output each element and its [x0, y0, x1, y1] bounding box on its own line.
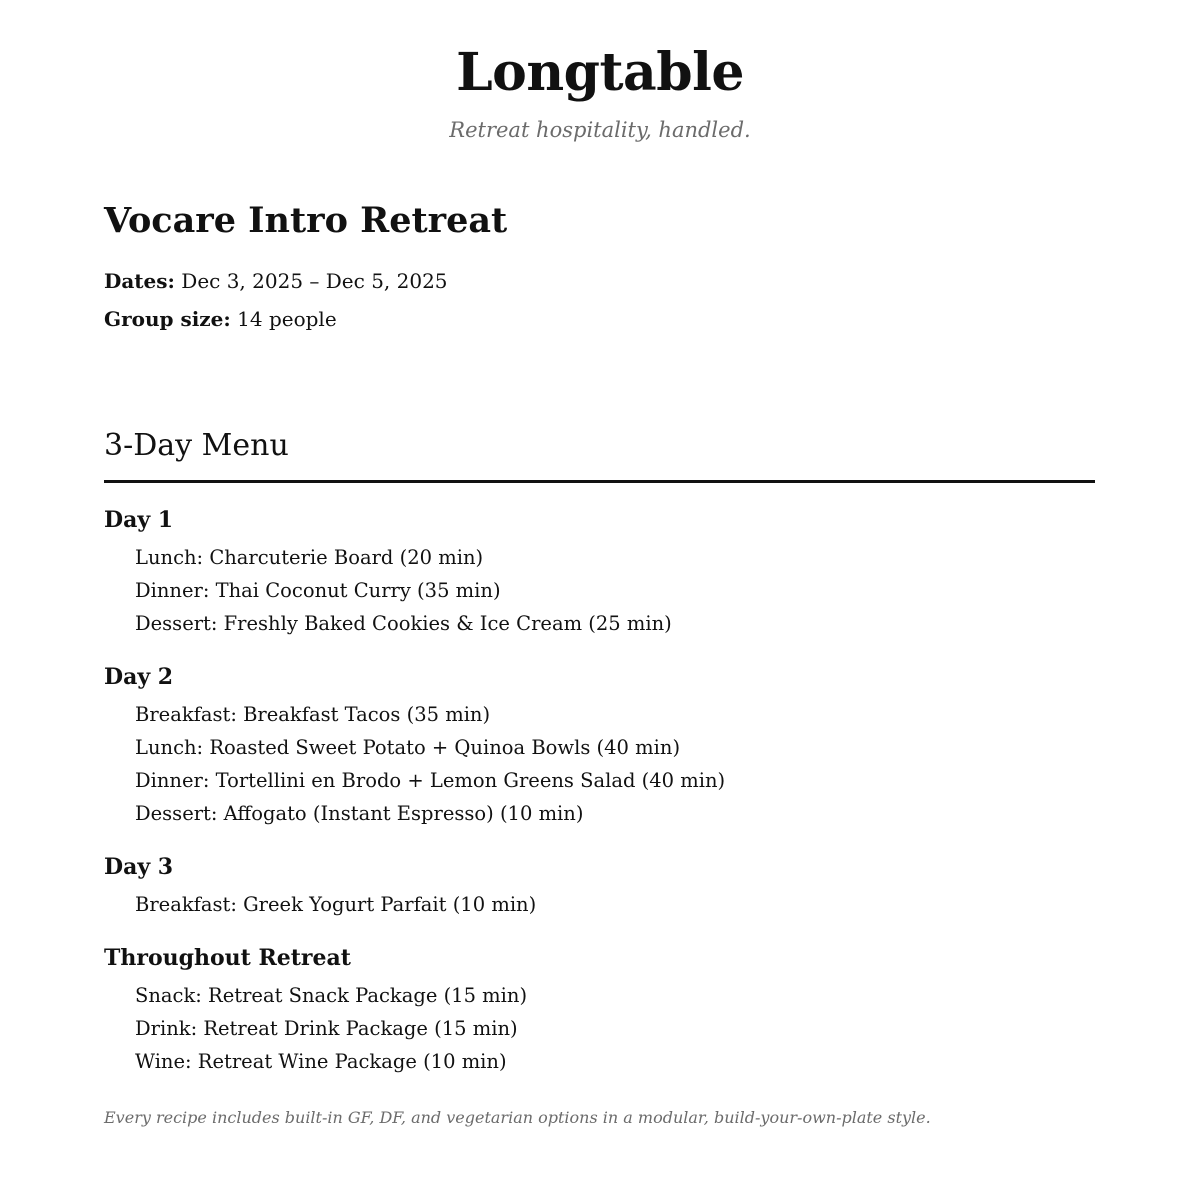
meal-item: Snack: Retreat Snack Package (15 min) [135, 984, 528, 1007]
meal-item: Breakfast: Breakfast Tacos (35 min) [135, 703, 491, 726]
meal-item: Dinner: Tortellini en Brodo + Lemon Greens Salad (40 min) [135, 769, 726, 792]
meal-item: Dessert: Freshly Baked Cookies & Ice Cream (25 min) [135, 612, 672, 635]
meal-item: Drink: Retreat Drink Package (15 min) [135, 1017, 518, 1040]
dates-row [104, 262, 1095, 300]
meal-item: Dessert: Affogato (Instant Espresso) (10 min) [135, 802, 584, 825]
day-title: Day 1 [104, 507, 174, 533]
day-title: Throughout Retreat [104, 945, 351, 971]
dietary-footnote: Every recipe includes built-in GF, DF, and vegetarian options in a modular, build-your-own-plate style. [104, 1108, 931, 1127]
menu-heading: 3-Day Menu [104, 426, 1095, 483]
meal-list [104, 888, 1095, 921]
meal-list [104, 979, 1095, 1078]
brand-tagline: Retreat hospitality, handled. [449, 118, 751, 142]
day-section [104, 662, 1095, 830]
brand-title: Longtable [456, 42, 744, 103]
dates-label: Dates: [104, 269, 175, 293]
day-title: Day 2 [104, 664, 174, 690]
group-size-value: 14 people [237, 307, 337, 331]
meal-item: Wine: Retreat Wine Package (10 min) [135, 1050, 507, 1073]
throughout-section [104, 943, 1095, 1078]
day-section [104, 505, 1095, 640]
retreat-details [104, 262, 1095, 338]
meal-list [104, 698, 1095, 830]
main-content [104, 196, 1095, 1143]
dates-value: Dec 3, 2025 – Dec 5, 2025 [181, 269, 448, 293]
meal-item: Dinner: Thai Coconut Curry (35 min) [135, 579, 501, 602]
group-size-label: Group size: [104, 307, 231, 331]
meal-list [104, 541, 1095, 640]
day-section [104, 852, 1095, 921]
retreat-title: Vocare Intro Retreat [104, 200, 508, 241]
group-size-row [104, 300, 1095, 338]
meal-item: Breakfast: Greek Yogurt Parfait (10 min) [135, 893, 537, 916]
day-title: Day 3 [104, 854, 174, 880]
meal-item: Lunch: Roasted Sweet Potato + Quinoa Bowls (40 min) [135, 736, 681, 759]
meal-item: Lunch: Charcuterie Board (20 min) [135, 546, 484, 569]
